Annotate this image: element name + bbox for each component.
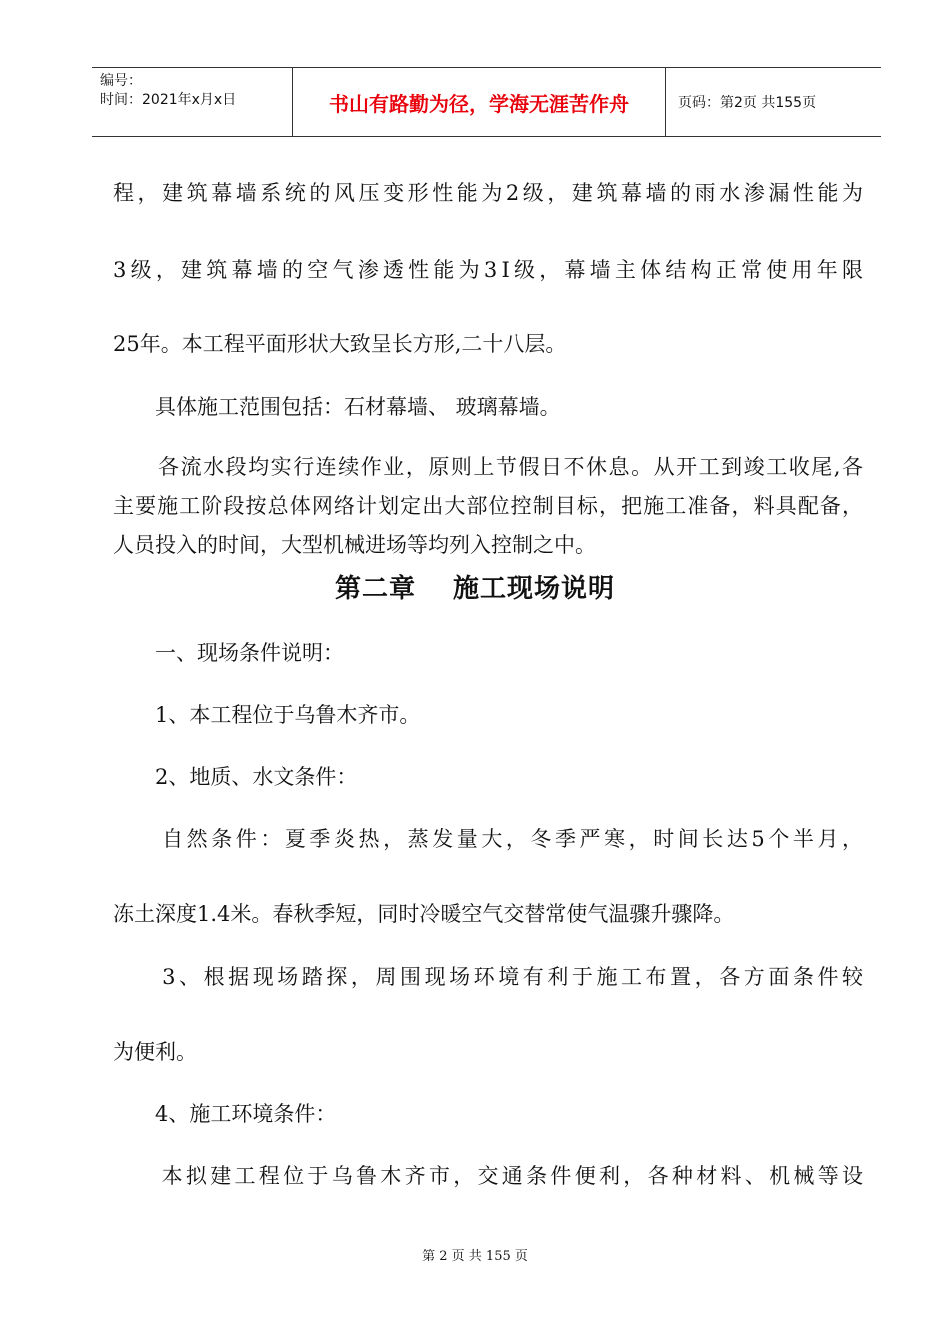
body-line: 本拟建工程位于乌鲁木齐市，交通条件便利，各种材料、机械等设 <box>113 1164 863 1188</box>
body-line: 3、根据现场踏探，周围现场环境有利于施工布置，各方面条件较 <box>113 965 863 989</box>
number-label: 编号： <box>100 73 142 89</box>
header-motto: 书山有路勤为径，学海无涯苦作舟 <box>293 68 666 136</box>
header-meta-cell <box>92 68 293 136</box>
body-line: 人员投入的时间，大型机械进场等均列入控制之中。 <box>113 533 596 557</box>
body-line: 主要施工阶段按总体网络计划定出大部位控制目标，把施工准备，料具配备， <box>113 494 863 518</box>
body-line: 为便利。 <box>113 1040 197 1064</box>
page-header <box>92 67 881 137</box>
body-line: 2、地质、水文条件： <box>113 765 358 789</box>
body-line: 各流水段均实行连续作业，原则上节假日不休息。从开工到竣工收尾,各 <box>113 455 863 479</box>
time-label: 时间：2021年x月x日 <box>100 92 237 108</box>
body-line: 具体施工范围包括：石材幕墙、 玻璃幕墙。 <box>113 395 561 419</box>
body-line: 25年。本工程平面形状大致呈长方形,二十八层。 <box>113 332 567 356</box>
page-footer: 第 2 页 共 155 页 <box>422 1249 528 1264</box>
body-line: 4、施工环境条件： <box>113 1102 337 1126</box>
body-line: 3级，建筑幕墙的空气渗透性能为3Ⅰ级，幕墙主体结构正常使用年限 <box>113 258 863 282</box>
body-line: 自然条件：夏季炎热，蒸发量大，冬季严寒，时间长达5个半月， <box>113 827 863 851</box>
body-line: 冻土深度1.4米。春秋季短，同时冷暖空气交替常使气温骤升骤降。 <box>113 902 735 926</box>
chapter-title: 第二章 施工现场说明 <box>334 574 616 604</box>
body-line: 1、本工程位于乌鲁木齐市。 <box>113 703 421 727</box>
body-line: 一、现场条件说明： <box>113 641 344 665</box>
body-line: 程，建筑幕墙系统的风压变形性能为2级，建筑幕墙的雨水渗漏性能为 <box>113 181 863 205</box>
header-page-info: 页码：第2页 共155页 <box>678 95 817 111</box>
